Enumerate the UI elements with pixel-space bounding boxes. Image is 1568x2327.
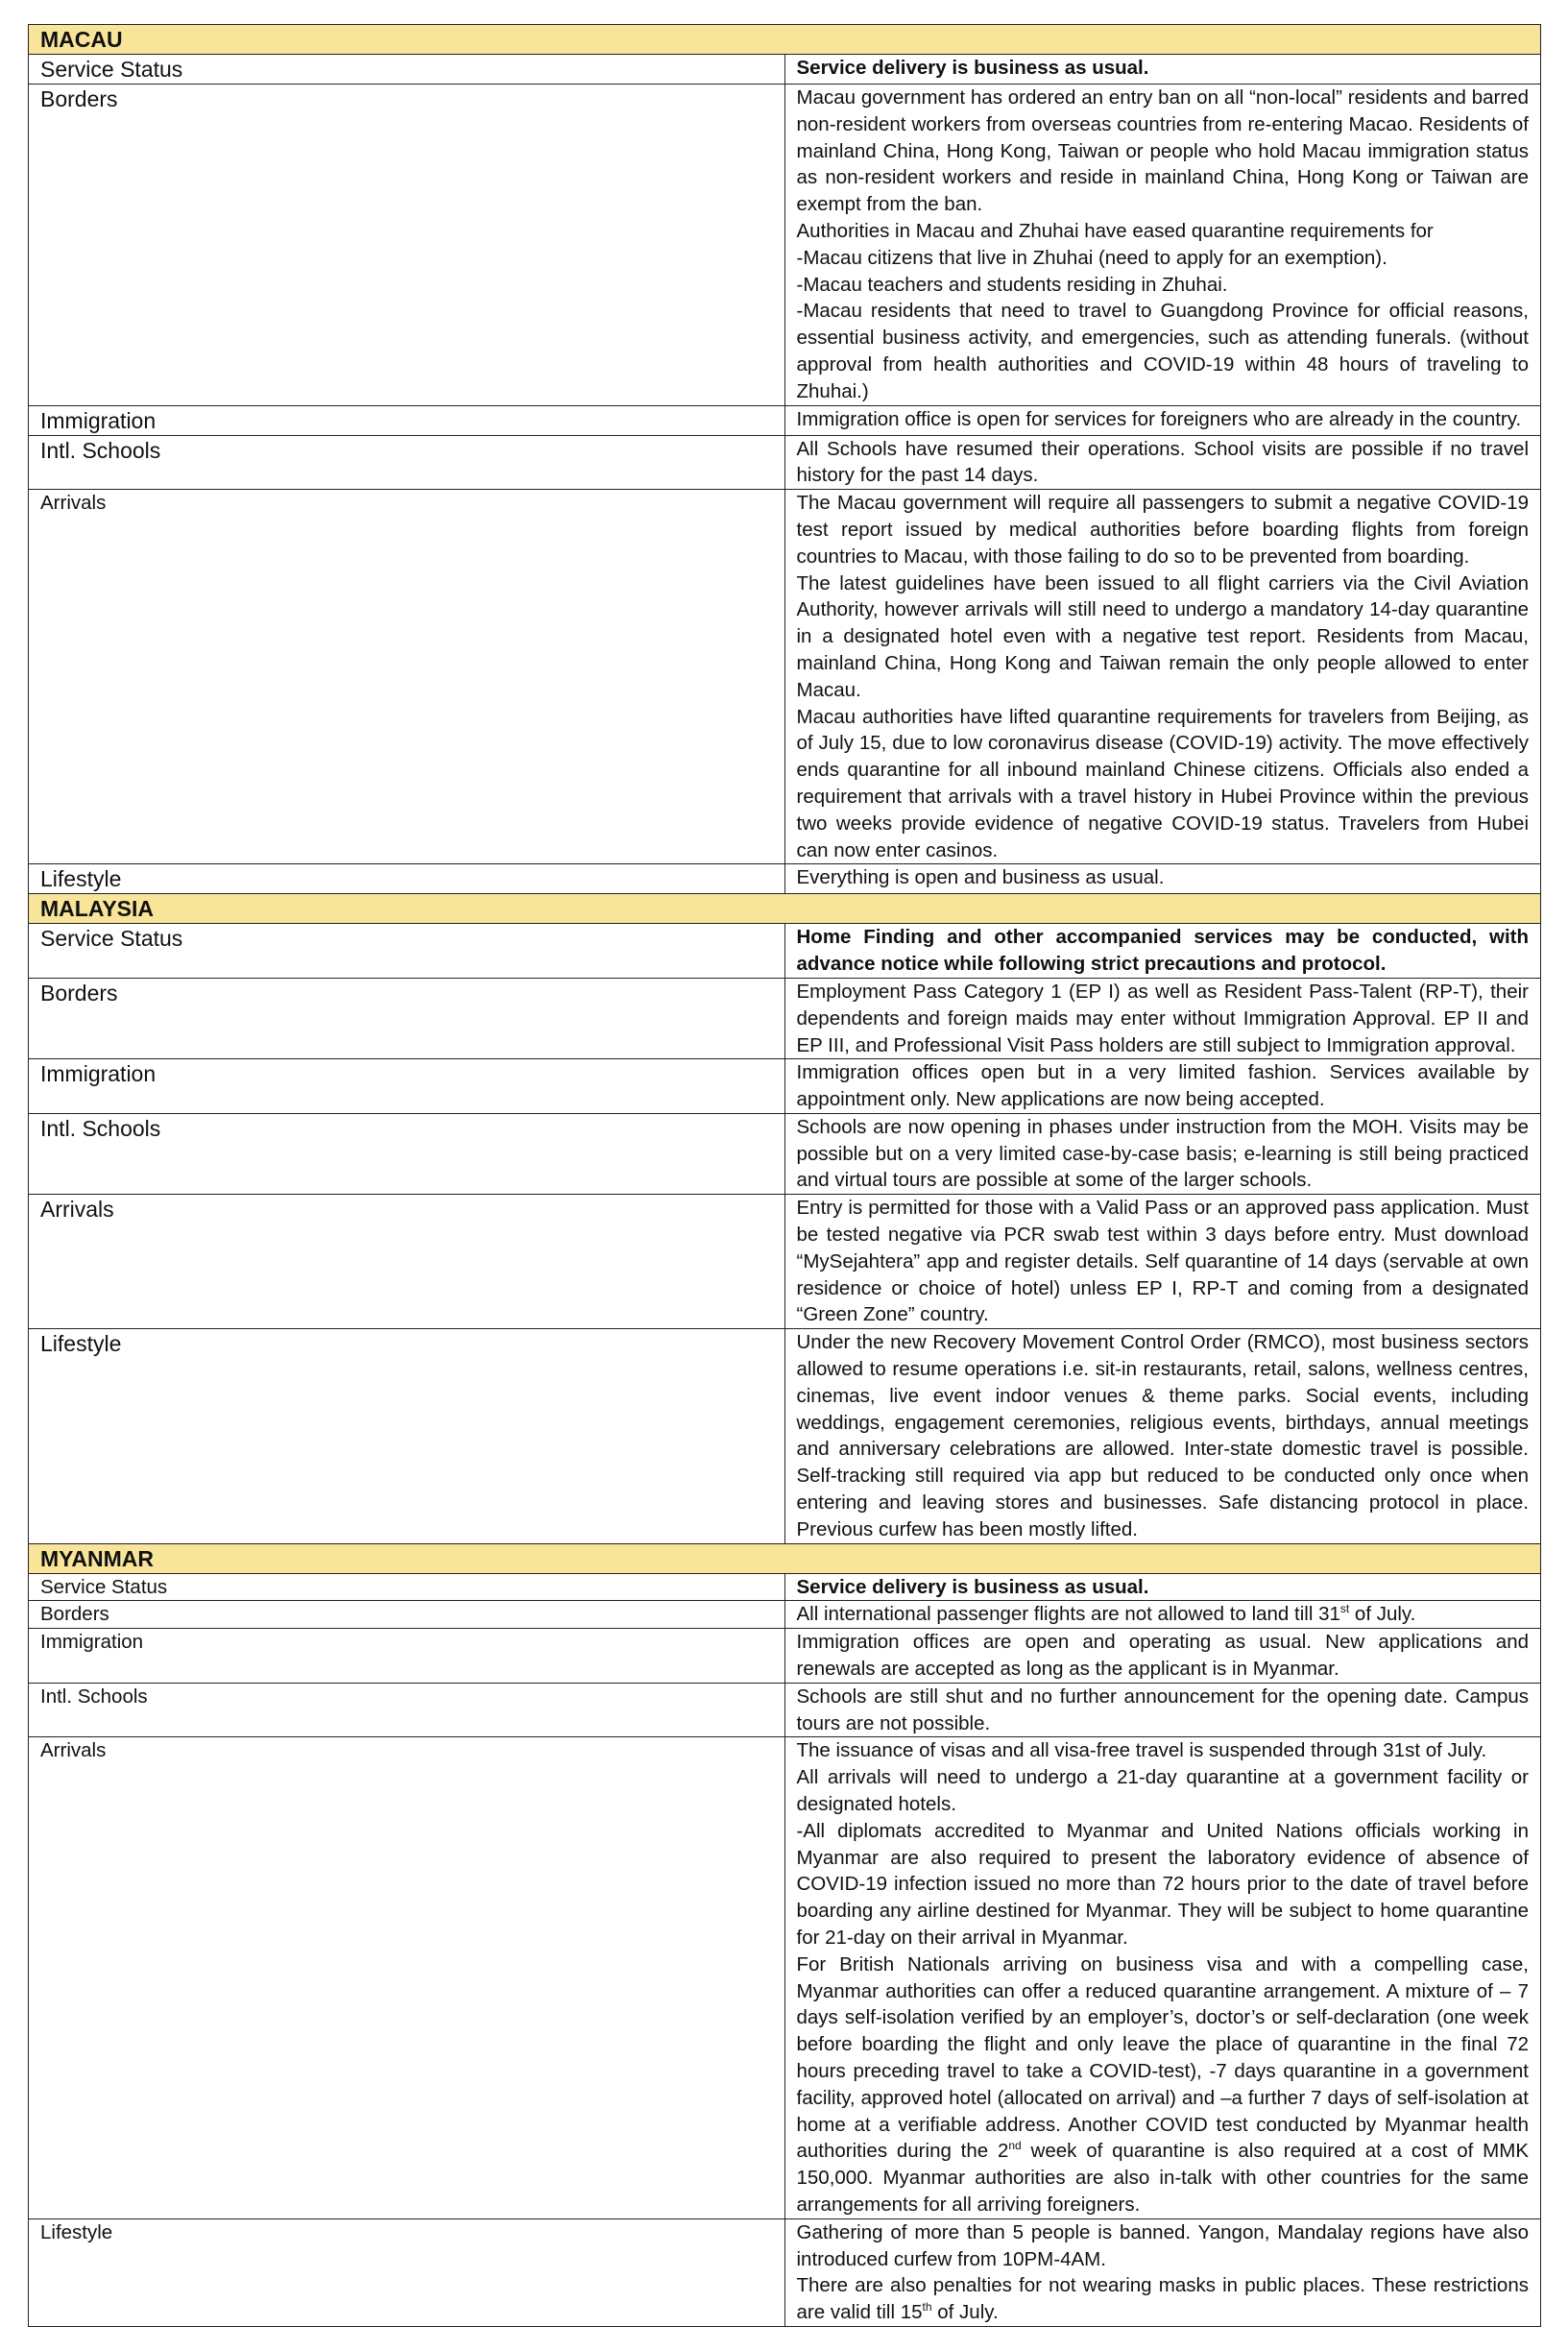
text-run: There are also penalties for not wearing masks in public places. These restrictions are valid till 15	[796, 2274, 1529, 2324]
ordinal-suffix: th	[922, 2300, 932, 2315]
row-label: Lifestyle	[29, 2218, 785, 2326]
section-header-malaysia	[29, 894, 1541, 924]
row-value	[784, 1601, 1541, 1629]
ordinal-suffix: st	[1339, 1602, 1350, 1616]
table-row	[29, 978, 1541, 1058]
section-title: MACAU	[29, 25, 1541, 55]
row-value: Schools are now opening in phases under instruction from the MOH. Visits may be possible but on a very limited case-by-case basis; e-learning is still being practiced and virtual tours are possible at some of the larger schools.	[784, 1113, 1541, 1194]
row-value: Home Finding and other accompanied services may be conducted, with advance notice while following strict precautions and protocol.	[784, 924, 1541, 979]
row-label: Arrivals	[29, 1195, 785, 1329]
table-row	[29, 1737, 1541, 2218]
table-row	[29, 1573, 1541, 1601]
section-title: MALAYSIA	[29, 894, 1541, 924]
row-label: Immigration	[29, 1629, 785, 1684]
paragraph: -All diplomats accredited to Myanmar and United Nations officials working in Myanmar are also required to present the laboratory evidence of absence of COVID-19 infection issued no more than 72 hours prior to the date of travel before boarding any airline destined for Myanmar. They will be subject to home quarantine for 21-day on their arrival in Myanmar.	[796, 1819, 1529, 1949]
table-row	[29, 1059, 1541, 1114]
text-run: of July.	[931, 2301, 999, 2324]
row-label: Arrivals	[29, 1737, 785, 2218]
row-value: Employment Pass Category 1 (EP I) as well as Resident Pass-Talent (RP-T), their dependents and foreign maids may enter without Immigration Approval. EP II and EP III, and Professional Visit Pass holders are still subject to Immigration approval.	[784, 978, 1541, 1058]
text-run: All international passenger flights are not allowed to land till 31	[796, 1603, 1340, 1626]
row-value: Immigration offices are open and operating as usual. New applications and renewals are accepted as long as the applicant is in Myanmar.	[784, 1629, 1541, 1684]
table-row	[29, 85, 1541, 406]
paragraph	[797, 1951, 1530, 2218]
row-value	[784, 1737, 1541, 2218]
paragraph: Authorities in Macau and Zhuhai have eased quarantine requirements for	[796, 219, 1434, 242]
paragraph: Gathering of more than 5 people is banned. Yangon, Mandalay regions have also introduced curfew from 10PM-4AM.	[796, 2220, 1529, 2270]
section-header-macau	[29, 25, 1541, 55]
table-row	[29, 1601, 1541, 1629]
row-value: Everything is open and business as usual.	[784, 864, 1541, 894]
table-row	[29, 2218, 1541, 2326]
paragraph: -Macau residents that need to travel to Guangdong Province for official reasons, essential business activity, and emergencies, such as attending funerals. (without approval from health authorities and COVID-19 within 48 hours of traveling to Zhuhai.)	[796, 300, 1529, 402]
paragraph: The Macau government will require all passengers to submit a negative COVID-19 test report issued by medical authorities before boarding flights from foreign countries to Macau, with those failing to do so to be prevented from boarding.	[796, 492, 1529, 568]
row-value	[784, 2218, 1541, 2326]
paragraph: All arrivals will need to undergo a 21-day quarantine at a government facility or designated hotels.	[796, 1766, 1529, 1816]
ordinal-suffix: nd	[1008, 2139, 1022, 2153]
row-value: Entry is permitted for those with a Valid Pass or an approved pass application. Must be tested negative via PCR swab test within 3 days before entry. Must download “MySejahtera” app and register details. Self quarantine of 14 days (servable at own residence or choice of hotel) unless EP I, RP-T and coming from a designated “Green Zone” country.	[784, 1195, 1541, 1329]
row-value: Immigration offices open but in a very limited fashion. Services available by appointment only. New applications are now being accepted.	[784, 1059, 1541, 1114]
row-value: Service delivery is business as usual.	[784, 55, 1541, 85]
table-row	[29, 1629, 1541, 1684]
row-label: Intl. Schools	[29, 1683, 785, 1737]
row-label: Intl. Schools	[29, 435, 785, 490]
table-row	[29, 1113, 1541, 1194]
section-header-myanmar	[29, 1543, 1541, 1573]
section-title: MYANMAR	[29, 1543, 1541, 1573]
text-run: For British Nationals arriving on business visa and with a compelling case, Myanmar authorities can offer a reduced quarantine arrangement. A mixture of – 7 days self-isolation verified by an employer’s, doctor’s or self-declaration (one week before boarding the flight and only leave the place of quarantine in the final 72 hours preceding travel to take a COVID-test), -7 days quarantine in a government facility, approved hotel (allocated on arrival) and –a further 7 days of self-isolation at home at a verifiable address. Another COVID test conducted by Myanmar health authorities during the 2	[796, 1952, 1529, 2163]
table-row	[29, 1329, 1541, 1543]
paragraph: -Macau citizens that live in Zhuhai (need to apply for an exemption).	[796, 246, 1387, 269]
row-value	[784, 490, 1541, 864]
country-status-table	[28, 24, 1541, 2327]
row-label: Borders	[29, 85, 785, 406]
row-value: Schools are still shut and no further announcement for the opening date. Campus tours are not possible.	[784, 1683, 1541, 1737]
row-value: Immigration office is open for services for foreigners who are already in the country.	[784, 405, 1541, 435]
row-label: Intl. Schools	[29, 1113, 785, 1194]
table-row	[29, 924, 1541, 979]
paragraph: Macau government has ordered an entry ban on all “non-local” residents and barred non-resident workers from overseas countries from re-entering Macao. Residents of mainland China, Hong Kong, Taiwan or people who hold Macau immigration status as non-resident workers and reside in mainland China, Hong Kong or Taiwan are exempt from the ban.	[796, 86, 1529, 216]
row-label: Service Status	[29, 924, 785, 979]
row-label: Service Status	[29, 55, 785, 85]
row-value	[784, 85, 1541, 406]
table-row	[29, 490, 1541, 864]
paragraph: Macau authorities have lifted quarantine requirements for travelers from Beijing, as of July 15, due to low coronavirus disease (COVID-19) activity. The move effectively ends quarantine for all inbound mainland Chinese citizens. Officials also ended a requirement that arrivals with a travel history in Hubei Province within the previous two weeks provide evidence of negative COVID-19 status. Travelers from Hubei can now enter casinos.	[796, 705, 1529, 861]
row-label: Arrivals	[29, 490, 785, 864]
row-label: Immigration	[29, 1059, 785, 1114]
table-row	[29, 55, 1541, 85]
row-label: Lifestyle	[29, 1329, 785, 1543]
paragraph: The latest guidelines have been issued to all flight carriers via the Civil Aviation Authority, however arrivals will still need to undergo a mandatory 14-day quarantine in a designated hotel even with a negative test report. Residents from Macau, mainland China, Hong Kong and Taiwan remain the only people allowed to enter Macau.	[796, 571, 1529, 701]
row-label: Immigration	[29, 405, 785, 435]
row-label: Borders	[29, 1601, 785, 1629]
row-label: Lifestyle	[29, 864, 785, 894]
paragraph: -Macau teachers and students residing in Zhuhai.	[796, 273, 1228, 296]
row-label: Borders	[29, 978, 785, 1058]
text-run: of July.	[1349, 1603, 1416, 1626]
row-value: All Schools have resumed their operations. School visits are possible if no travel history for the past 14 days.	[784, 435, 1541, 490]
table-row	[29, 435, 1541, 490]
paragraph	[797, 2272, 1530, 2326]
row-value: Service delivery is business as usual.	[784, 1573, 1541, 1601]
row-value: Under the new Recovery Movement Control Order (RMCO), most business sectors allowed to resume operations i.e. sit-in restaurants, retail, salons, wellness centres, cinemas, live event indoor venues & theme parks. Social events, including weddings, engagement ceremonies, religious events, birthdays, annual meetings and anniversary celebrations are allowed. Inter-state domestic travel is possible. Self-tracking still required via app but reduced to be conducted only once when entering and leaving stores and businesses. Safe distancing protocol in place. Previous curfew has been mostly lifted.	[784, 1329, 1541, 1543]
text-run: week of quarantine is also required at a cost of MMK 150,000. Myanmar authorities are also in-talk with other countries for the same arrangements for all arriving foreigners.	[796, 2140, 1529, 2216]
table-row	[29, 1195, 1541, 1329]
table-row	[29, 864, 1541, 894]
paragraph: The issuance of visas and all visa-free travel is suspended through 31st of July.	[796, 1739, 1487, 1762]
table-row	[29, 405, 1541, 435]
row-label: Service Status	[29, 1573, 785, 1601]
table-row	[29, 1683, 1541, 1737]
